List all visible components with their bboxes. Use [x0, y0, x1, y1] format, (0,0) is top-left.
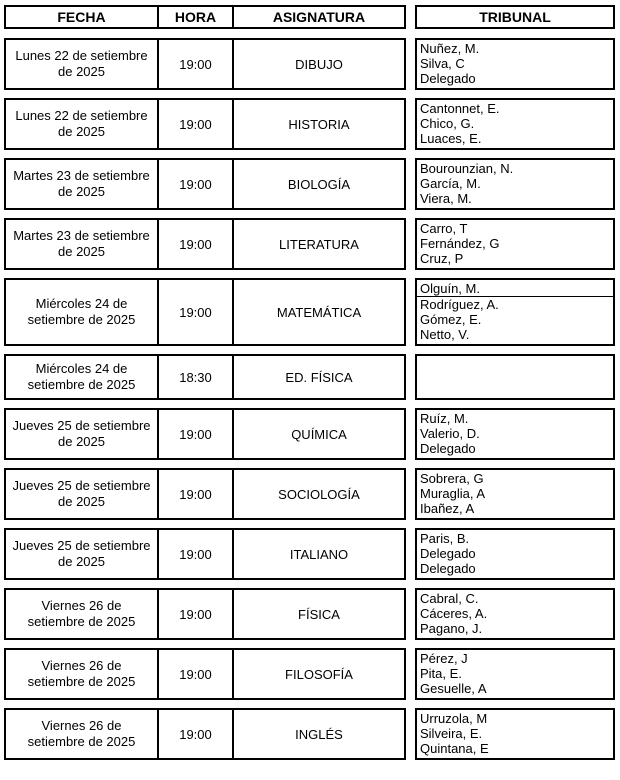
- tribunal-member: Chico, G.: [420, 116, 475, 131]
- exam-date: Viernes 26 de setiembre de 2025: [6, 710, 159, 758]
- exam-tribunal: [415, 528, 615, 580]
- exam-date: Lunes 22 de setiembre de 2025: [6, 40, 159, 88]
- exam-tribunal: [415, 38, 615, 90]
- exam-date: Jueves 25 de setiembre de 2025: [6, 470, 159, 518]
- exam-row-left-box: [4, 354, 406, 400]
- exam-tribunal: [415, 468, 615, 520]
- exam-row: [4, 98, 620, 150]
- column-gap: [406, 278, 415, 346]
- column-gap: [406, 588, 415, 640]
- tribunal-member: Fernández, G: [420, 236, 500, 251]
- exam-time: 19:00: [159, 220, 234, 268]
- header-tribunal: TRIBUNAL: [415, 5, 615, 29]
- exam-date: Viernes 26 de setiembre de 2025: [6, 650, 159, 698]
- exam-row-left-box: [4, 408, 406, 460]
- exam-date: Martes 23 de setiembre de 2025: [6, 220, 159, 268]
- exam-row: [4, 38, 620, 90]
- exam-date: Jueves 25 de setiembre de 2025: [6, 530, 159, 578]
- exam-subject: SOCIOLOGÍA: [278, 486, 360, 502]
- column-gap: [406, 38, 415, 90]
- exam-rows-container: [4, 38, 620, 760]
- tribunal-member: Delegado: [420, 441, 476, 456]
- tribunal-member: Urruzola, M: [420, 711, 488, 726]
- header-asignatura: ASIGNATURA: [272, 9, 366, 25]
- exam-subject: MATEMÁTICA: [276, 304, 362, 320]
- column-gap: [406, 708, 415, 760]
- exam-tribunal: [415, 588, 615, 640]
- column-gap: [406, 218, 415, 270]
- exam-subject: ED. FÍSICA: [285, 369, 353, 385]
- tribunal-member: Luaces, E.: [420, 131, 482, 146]
- tribunal-member: Cáceres, A.: [420, 606, 488, 621]
- tribunal-member: Gómez, E.: [420, 312, 482, 327]
- exam-subject: DIBUJO: [295, 56, 343, 72]
- exam-tribunal: [415, 158, 615, 210]
- exam-row-left-box: [4, 708, 406, 760]
- exam-date: Martes 23 de setiembre de 2025: [6, 160, 159, 208]
- exam-tribunal: [415, 218, 615, 270]
- exam-date: Miércoles 24 de setiembre de 2025: [6, 280, 159, 344]
- exam-row: [4, 354, 620, 400]
- tribunal-member: Rodríguez, A.: [420, 297, 499, 312]
- header-left-box: [4, 5, 406, 29]
- tribunal-member: Muraglia, A: [420, 486, 486, 501]
- exam-subject: BIOLOGÍA: [287, 176, 351, 192]
- tribunal-member: Cabral, C.: [420, 591, 479, 606]
- exam-row: [4, 218, 620, 270]
- tribunal-member: Pagano, J.: [420, 621, 483, 636]
- exam-time: 19:00: [159, 710, 234, 758]
- exam-subject: QUÍMICA: [291, 426, 347, 442]
- exam-time: 18:30: [159, 356, 234, 398]
- tribunal-member: Delegado: [420, 546, 476, 561]
- exam-row: [4, 648, 620, 700]
- tribunal-member: Cruz, P: [420, 251, 464, 266]
- exam-time: 19:00: [159, 650, 234, 698]
- column-gap: [406, 468, 415, 520]
- exam-time: 19:00: [159, 470, 234, 518]
- tribunal-member: Carro, T: [420, 221, 468, 236]
- tribunal-member: García, M.: [420, 176, 481, 191]
- column-gap: [406, 158, 415, 210]
- column-gap: [406, 528, 415, 580]
- exam-tribunal: [415, 354, 615, 400]
- exam-time: 19:00: [159, 40, 234, 88]
- exam-row: [4, 408, 620, 460]
- tribunal-member: Nuñez, M.: [420, 41, 480, 56]
- exam-row-left-box: [4, 588, 406, 640]
- exam-row-left-box: [4, 98, 406, 150]
- header-hora: HORA: [159, 7, 234, 27]
- exam-subject: FÍSICA: [298, 606, 340, 622]
- tribunal-member: Pérez, J: [420, 651, 468, 666]
- column-gap: [406, 408, 415, 460]
- exam-subject: FILOSOFÍA: [285, 666, 353, 682]
- column-gap: [406, 98, 415, 150]
- exam-time: 19:00: [159, 410, 234, 458]
- exam-subject: HISTORIA: [288, 116, 350, 132]
- exam-subject: ITALIANO: [289, 546, 349, 562]
- exam-subject: LITERATURA: [279, 236, 359, 252]
- tribunal-member: Bourounzian, N.: [420, 161, 514, 176]
- exam-row: [4, 708, 620, 760]
- exam-row: [4, 588, 620, 640]
- tribunal-member: Sobrera, G: [420, 471, 484, 486]
- tribunal-member: Silva, C: [420, 56, 465, 71]
- exam-row: [4, 528, 620, 580]
- tribunal-member: Ruíz, M.: [420, 411, 469, 426]
- exam-row: [4, 278, 620, 346]
- tribunal-member: Netto, V.: [420, 327, 470, 342]
- column-gap: [406, 648, 415, 700]
- exam-date: Miércoles 24 de setiembre de 2025: [6, 356, 159, 398]
- exam-row: [4, 158, 620, 210]
- exam-time: 19:00: [159, 530, 234, 578]
- exam-row-left-box: [4, 468, 406, 520]
- tribunal-member: Ibañez, A: [420, 501, 475, 516]
- exam-time: 19:00: [159, 100, 234, 148]
- exam-time: 19:00: [159, 590, 234, 638]
- exam-tribunal: [415, 408, 615, 460]
- exam-date: Lunes 22 de setiembre de 2025: [6, 100, 159, 148]
- tribunal-member: Valerio, D.: [420, 426, 480, 441]
- exam-time: 19:00: [159, 160, 234, 208]
- tribunal-member: Delegado: [420, 561, 476, 576]
- tribunal-member: Viera, M.: [420, 191, 472, 206]
- exam-subject: INGLÉS: [295, 726, 343, 742]
- tribunal-member: Quintana, E: [420, 741, 489, 756]
- header-fecha: FECHA: [6, 7, 159, 27]
- tribunal-member: Pita, E.: [420, 666, 462, 681]
- tribunal-member: Delegado: [420, 71, 476, 86]
- exam-row-left-box: [4, 218, 406, 270]
- tribunal-member: Gesuelle, A: [420, 681, 487, 696]
- exam-row: [4, 468, 620, 520]
- exam-row-left-box: [4, 38, 406, 90]
- tribunal-member: Cantonnet, E.: [420, 101, 500, 116]
- column-gap: [406, 5, 415, 29]
- exam-tribunal: [415, 708, 615, 760]
- exam-date: Viernes 26 de setiembre de 2025: [6, 590, 159, 638]
- exam-row-left-box: [4, 158, 406, 210]
- exam-tribunal: [415, 98, 615, 150]
- tribunal-member: Paris, B.: [420, 531, 470, 546]
- column-gap: [406, 354, 415, 400]
- tribunal-member: Olguín, M.: [417, 281, 613, 297]
- exam-tribunal: [415, 278, 615, 346]
- tribunal-member: Silveira, E.: [420, 726, 483, 741]
- exam-row-left-box: [4, 528, 406, 580]
- exam-row-left-box: [4, 278, 406, 346]
- exam-tribunal: [415, 648, 615, 700]
- exam-row-left-box: [4, 648, 406, 700]
- table-header: [4, 5, 620, 29]
- exam-date: Jueves 25 de setiembre de 2025: [6, 410, 159, 458]
- exam-time: 19:00: [159, 280, 234, 344]
